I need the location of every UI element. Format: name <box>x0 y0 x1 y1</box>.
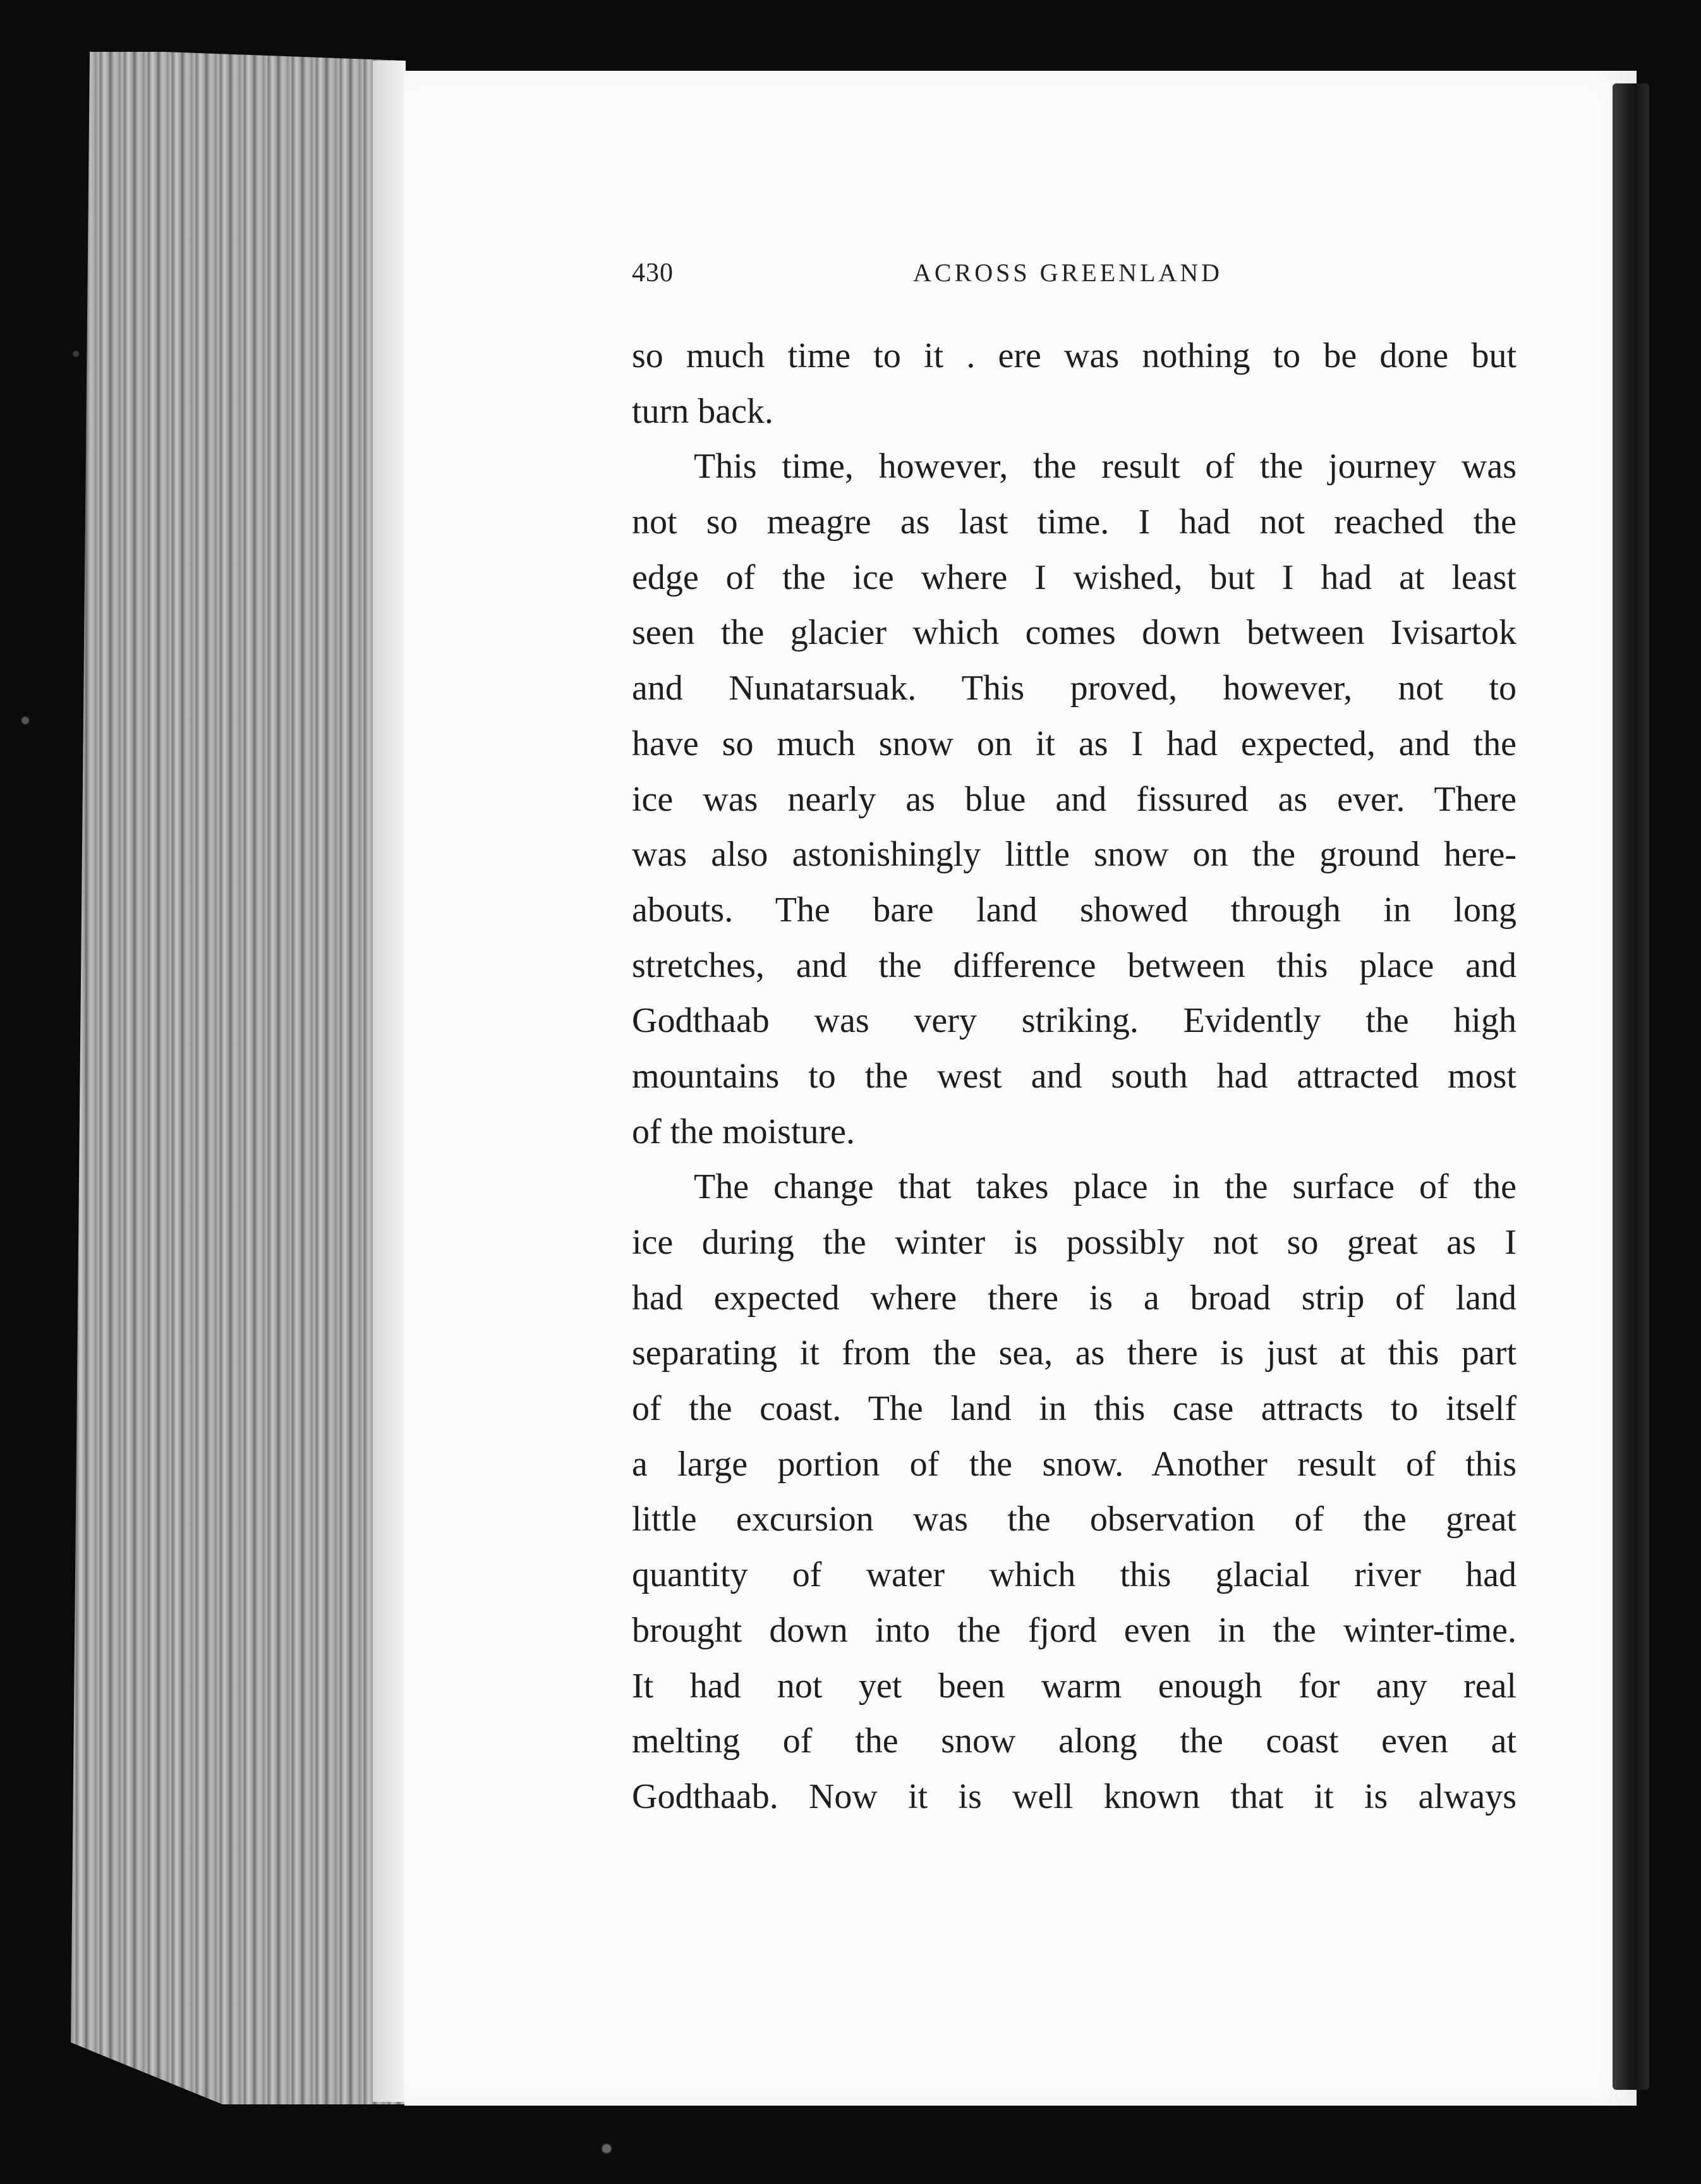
text-line: so much time to it . ere was nothing to be done but <box>632 336 1516 375</box>
text-line: of the coast. The land in this case attracts to itself <box>632 1389 1516 1429</box>
text-line: ice was nearly as blue and fissured as ever. There <box>632 779 1516 819</box>
text-line: melting of the snow along the coast even at <box>632 1721 1516 1761</box>
text-line: abouts. The bare land showed through in long <box>632 890 1516 930</box>
text-line: of the moisture. <box>632 1112 856 1151</box>
text-line: a large portion of the snow. Another result of this <box>632 1444 1516 1484</box>
text-line: seen the glacier which comes down between Ivisartok <box>632 613 1516 653</box>
text-line: not so meagre as last time. I had not reached the <box>632 502 1516 542</box>
text-line: have so much snow on it as I had expected, and the <box>632 724 1516 763</box>
running-head: ACROSS GREENLAND <box>913 258 1223 287</box>
text-line: It had not yet been warm enough for any real <box>632 1666 1516 1706</box>
paragraph-start-line: The change that takes place in the surface of the <box>694 1167 1516 1207</box>
text-line: Godthaab was very striking. Evidently the high <box>632 1001 1516 1041</box>
page-number: 430 <box>632 258 674 288</box>
book-binding-edge <box>1613 83 1649 2090</box>
text-line: separating it from the sea, as there is just at this part <box>632 1333 1516 1373</box>
text-line: was also astonishingly little snow on the ground here- <box>632 835 1516 875</box>
text-line: quantity of water which this glacial river had <box>632 1555 1516 1595</box>
paragraph-start-line: This time, however, the result of the journey was <box>694 447 1516 487</box>
text-line: had expected where there is a broad strip of land <box>632 1278 1516 1318</box>
page-header <box>632 258 1516 296</box>
body-text <box>632 329 1516 1825</box>
book-page-edges <box>71 52 406 2104</box>
text-line: edge of the ice where I wished, but I had at least <box>632 557 1516 597</box>
text-line: and Nunatarsuak. This proved, however, not to <box>632 669 1516 708</box>
text-line: brought down into the fjord even in the winter-time. <box>632 1610 1516 1650</box>
text-line: stretches, and the difference between this place and <box>632 945 1516 985</box>
text-line: ice during the winter is possibly not so great as I <box>632 1223 1516 1262</box>
text-line: turn back. <box>632 391 773 431</box>
text-line: mountains to the west and south had attracted most <box>632 1056 1516 1096</box>
book-page-edge-highlight <box>373 61 406 2102</box>
text-line: Godthaab. Now it is well known that it is always <box>632 1776 1516 1816</box>
text-line: little excursion was the observation of the great <box>632 1500 1516 1539</box>
